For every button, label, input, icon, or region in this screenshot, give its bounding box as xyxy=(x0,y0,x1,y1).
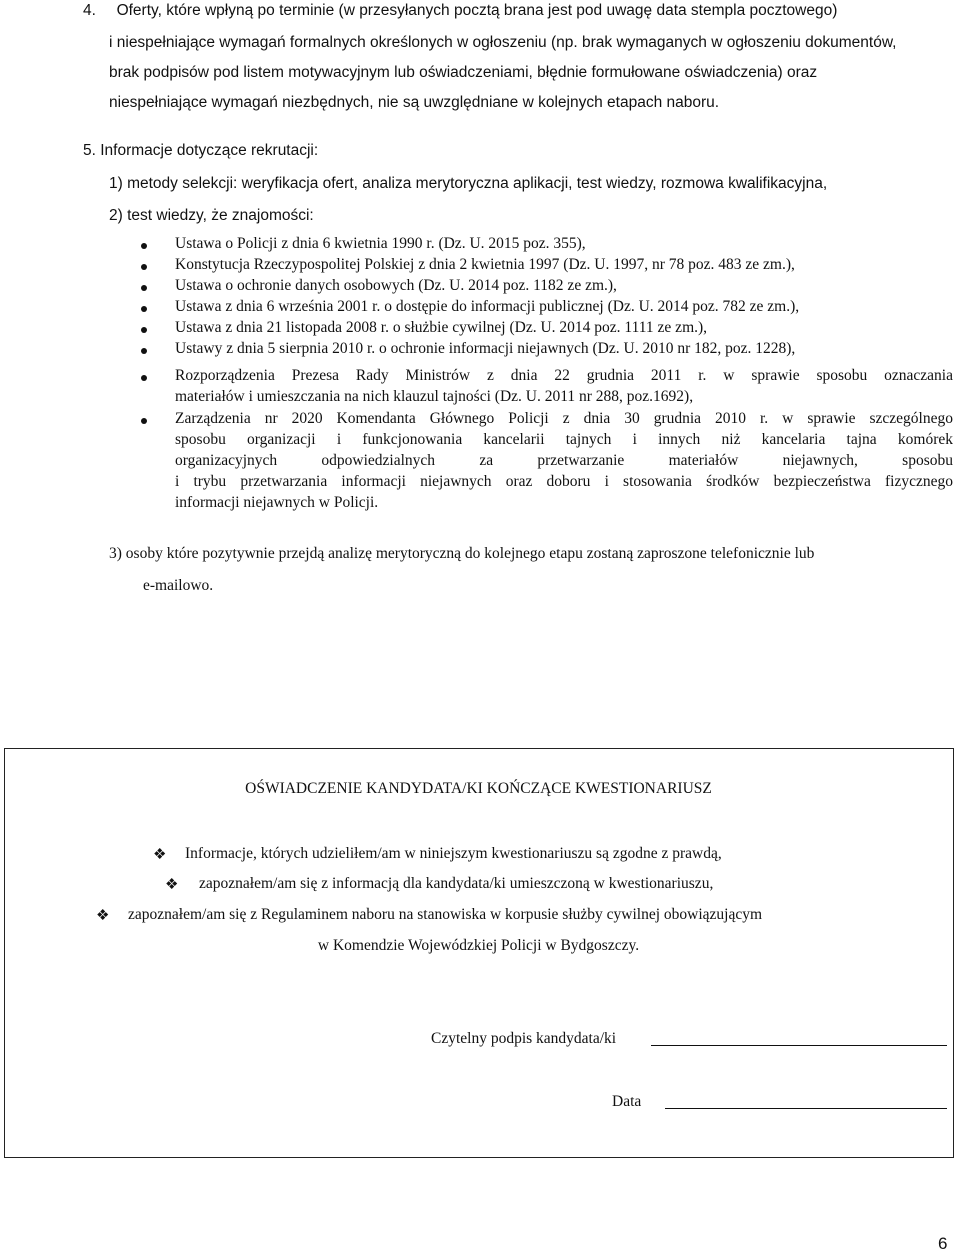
bullet-dot-icon xyxy=(141,418,147,424)
bullet-dot-icon xyxy=(141,348,147,354)
date-label: Data xyxy=(612,1093,642,1110)
declaration-statement-3: zapoznałem/am się z Regulaminem naboru na stanowiska w korpusie służby cywilnej obowiązującym xyxy=(128,906,763,923)
section5-item3-line-2: e-mailowo. xyxy=(143,577,214,594)
law-item-8-line-2: sposobu organizacji i funkcjonowania kancelarii tajnych i innych niż kancelaria tajna komórek xyxy=(175,431,953,448)
diamond-bullet-icon: ❖ xyxy=(96,908,110,924)
bullet-dot-icon xyxy=(141,306,147,312)
law-item-7-line-1: Rozporządzenia Prezesa Rady Ministrów z dnia 22 grudnia 2011 r. w sprawie sposobu oznaczania xyxy=(175,367,953,384)
bullet-dot-icon xyxy=(141,375,147,381)
law-item-5: Ustawa z dnia 21 listopada 2008 r. o służbie cywilnej (Dz. U. 2014 poz. 1111 ze zm.), xyxy=(175,319,708,336)
declaration-title: OŚWIADCZENIE KANDYDATA/KI KOŃCZĄCE KWESTIONARIUSZ xyxy=(245,780,712,797)
section5-heading: 5. Informacje dotyczące rekrutacji: xyxy=(83,142,319,159)
signature-label: Czytelny podpis kandydata/ki xyxy=(431,1030,617,1047)
section5-item2: 2) test wiedzy, że znajomości: xyxy=(109,207,314,224)
law-item-4: Ustawa z dnia 6 września 2001 r. o dostępie do informacji publicznej (Dz. U. 2014 poz. 782 ze zm.), xyxy=(175,298,800,315)
diamond-bullet-icon: ❖ xyxy=(165,877,179,893)
declaration-box xyxy=(4,748,954,1158)
item4-line-3: brak podpisów pod listem motywacyjnym lub oświadczeniami, błędnie formułowane oświadczenia) oraz xyxy=(109,64,818,81)
bullet-dot-icon xyxy=(141,243,147,249)
diamond-bullet-icon: ❖ xyxy=(153,847,167,863)
item4-text-1: Oferty, które wpłyną po terminie (w przesyłanych pocztą brana jest pod uwagę data stempla pocztowego) xyxy=(116,2,838,19)
law-item-2: Konstytucja Rzeczypospolitej Polskiej z dnia 2 kwietnia 1997 (Dz. U. 1997, nr 78 poz. 483 ze zm.), xyxy=(175,256,795,273)
signature-line xyxy=(651,1045,947,1046)
law-item-8-line-1: Zarządzenia nr 2020 Komendanta Głównego Policji z dnia 30 grudnia 2010 r. w sprawie szczególnego xyxy=(175,410,953,427)
law-item-8-line-5: informacji niejawnych w Policji. xyxy=(175,494,379,511)
law-item-8-line-3: organizacyjnych odpowiedzialnych za przetwarzanie materiałów niejawnych, sposobu xyxy=(175,452,953,469)
law-item-7-line-2: materiałów i umieszczania na nich klauzul tajności (Dz. U. 2011 nr 288, poz.1692), xyxy=(175,388,694,405)
law-item-6: Ustawy z dnia 5 sierpnia 2010 r. o ochronie informacji niejawnych (Dz. U. 2010 nr 182, poz. 1228), xyxy=(175,340,796,357)
law-item-1: Ustawa o Policji z dnia 6 kwietnia 1990 r. (Dz. U. 2015 poz. 355), xyxy=(175,235,586,252)
section5-item3-line-1: 3) osoby które pozytywnie przejdą analizę merytoryczną do kolejnego etapu zostaną zaproszone telefonicznie lub xyxy=(109,545,815,562)
item4-line-1 xyxy=(83,2,837,20)
bullet-dot-icon xyxy=(141,264,147,270)
declaration-statement-2: zapoznałem/am się z informacją dla kandydata/ki umieszczoną w kwestionariuszu, xyxy=(199,875,714,892)
bullet-dot-icon xyxy=(141,327,147,333)
declaration-statement-1: Informacje, których udzieliłem/am w niniejszym kwestionariuszu są zgodne z prawdą, xyxy=(185,845,722,862)
item4-line-2: i niespełniające wymagań formalnych określonych w ogłoszeniu (np. brak wymaganych w ogłoszeniu dokumentów, xyxy=(109,34,897,51)
section5-item1: 1) metody selekcji: weryfikacja ofert, analiza merytoryczna aplikacji, test wiedzy, rozmowa kwalifikacyjna, xyxy=(109,175,828,192)
declaration-statement-3-cont: w Komendzie Wojewódzkiej Policji w Bydgoszczy. xyxy=(317,937,640,954)
item4-line-4: niespełniające wymagań niezbędnych, nie są uwzględniane w kolejnych etapach naboru. xyxy=(109,94,720,111)
bullet-dot-icon xyxy=(141,285,147,291)
law-item-8-line-4: i trybu przetwarzania informacji niejawnych oraz doboru i stosowania środków bezpieczeństwa fizycznego xyxy=(175,473,953,490)
date-line xyxy=(665,1108,947,1109)
item4-number: 4. xyxy=(83,2,96,19)
law-item-3: Ustawa o ochronie danych osobowych (Dz. U. 2014 poz. 1182 ze zm.), xyxy=(175,277,617,294)
page-number: 6 xyxy=(938,1234,948,1253)
